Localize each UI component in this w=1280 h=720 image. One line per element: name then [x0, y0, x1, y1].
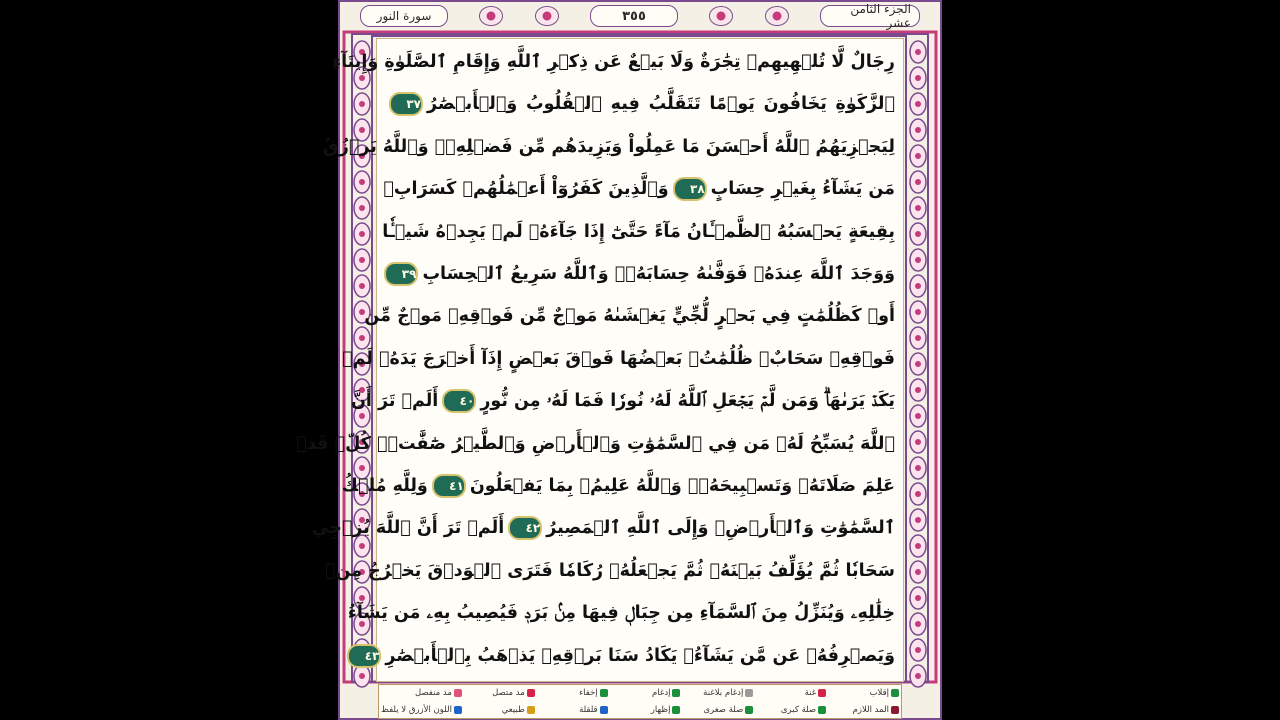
quran-line — [323, 128, 895, 166]
legend-swatch-icon — [454, 689, 462, 697]
border-ornament-dot-icon — [915, 309, 921, 315]
quran-line — [341, 467, 895, 505]
line-text: سَحَابٗا ثُمَّ يُؤَلِّفُ بَيۡنَهُۥ ثُمَّ يَجۡعَلُهُۥ رُكَامٗا فَتَرَى ٱلۡوَدۡقَ يَخۡرُجُ مِنۡ — [325, 560, 895, 581]
quran-line — [364, 637, 895, 675]
line-text: وَيَصۡرِفُهُۥ عَن مَّن يَشَآءُۖ يَكَادُ سَنَا بَرۡقِهِۦ يَذۡهَبُ بِٱلۡأَبۡصَٰرِ — [385, 645, 895, 666]
border-ornament-dot-icon — [359, 283, 365, 289]
border-ornament-dot-icon — [915, 75, 921, 81]
border-ornament-dot-icon — [915, 387, 921, 393]
legend-item — [682, 705, 755, 715]
legend-swatch-icon — [818, 689, 826, 697]
legend-swatch-icon — [672, 706, 680, 714]
border-ornament-dot-icon — [915, 361, 921, 367]
surah-label: سورة النور — [360, 5, 448, 27]
border-ornament-dot-icon — [915, 179, 921, 185]
line-text-continued: أَلَمۡ تَرَ أَنَّ ٱللَّهَ يُزۡجِي — [311, 518, 505, 539]
legend-label: صلة كبرى — [780, 704, 817, 715]
legend-item — [755, 688, 828, 698]
border-ornament-dot-icon — [915, 413, 921, 419]
legend-item — [755, 705, 828, 715]
line-text: أَوۡ كَظُلُمَٰتٍ فِي بَحۡرٍ لُّجِّيٍّ يَغۡشَىٰهُ مَوۡجٌ مِّن فَوۡقِهِۦ مَوۡجٌ مِّن — [364, 306, 895, 327]
legend-item — [610, 688, 683, 698]
verse-number-marker: ٣٩ — [384, 262, 418, 286]
border-ornament-dot-icon — [359, 205, 365, 211]
verse-number-marker: ٤٣ — [347, 644, 381, 668]
border-ornament-dot-icon — [915, 153, 921, 159]
verse-number-marker: ٣٧ — [389, 92, 423, 116]
header-ornament-icon — [709, 6, 733, 26]
legend-swatch-icon — [745, 706, 753, 714]
tajweed-legend — [378, 684, 902, 719]
legend-label: غنة — [804, 688, 817, 699]
border-ornament-dot-icon — [915, 335, 921, 341]
legend-swatch-icon — [600, 706, 608, 714]
legend-item — [610, 705, 683, 715]
quran-line — [342, 340, 895, 378]
border-ornament-dot-icon — [915, 517, 921, 523]
line-text-continued: وَٱلَّذِينَ كَفَرُوٓاْ أَعۡمَٰلُهُمۡ كَسَرَابِۭ — [383, 179, 669, 200]
page-number: ٣٥٥ — [590, 5, 678, 27]
header-ornament-icon — [765, 6, 789, 26]
legend-swatch-icon — [891, 706, 899, 714]
quran-line — [382, 213, 895, 251]
border-ornament-dot-icon — [915, 673, 921, 679]
quran-line — [385, 170, 895, 208]
verse-number-marker: ٤٠ — [442, 389, 476, 413]
line-text: ٱلسَّمَٰوَٰتِ وَٱلۡأَرۡضِۖ وَإِلَى ٱللَّهِ ٱلۡمَصِيرُ — [546, 518, 895, 539]
border-ornament-dot-icon — [915, 569, 921, 575]
border-ornament-dot-icon — [915, 257, 921, 263]
quran-line — [385, 85, 895, 123]
legend-label: مد منفصل — [414, 688, 452, 699]
line-text: لِيَجۡزِيَهُمُ ٱللَّهُ أَحۡسَنَ مَا عَمِلُواْ وَيَزِيدَهُم مِّن فَضۡلِهِۦۗ وَٱللَّهُ يَرۡزُقُ — [323, 136, 895, 157]
verse-number-marker: ٤٢ — [508, 516, 542, 540]
line-text: عَلِمَ صَلَاتَهُۥ وَتَسۡبِيحَهُۥۗ وَٱللَّهُ عَلِيمُۢ بِمَا يَفۡعَلُونَ — [469, 476, 895, 496]
juz-label: الجزء الثامن عشر — [820, 5, 920, 27]
header-ornament-icon — [479, 6, 503, 26]
legend-swatch-icon — [891, 689, 899, 697]
quran-line — [311, 509, 895, 547]
border-ornament-dot-icon — [915, 465, 921, 471]
border-ornament-dot-icon — [359, 257, 365, 263]
line-text: بِقِيعَةٍ يَحۡسَبُهُ ٱلظَّمۡـَٔانُ مَآءً حَتَّىٰٓ إِذَا جَآءَهُۥ لَمۡ يَجِدۡهُ شَيۡـٔٗا — [382, 221, 895, 242]
legend-item — [379, 688, 464, 698]
legend-label: صلة صغرى — [703, 704, 744, 715]
line-text: فَوۡقِهِۦ سَحَابٌۚ ظُلُمَٰتُۢ بَعۡضُهَا فَوۡقَ بَعۡضٍ إِذَآ أَخۡرَجَ يَدَهُۥ لَمۡ — [342, 348, 895, 369]
quran-text-area — [296, 38, 904, 682]
border-ornament-dot-icon — [915, 543, 921, 549]
legend-item — [464, 705, 537, 715]
line-text-continued: وَلِلَّهِ مُلۡكُ — [341, 476, 428, 496]
quran-line — [296, 425, 895, 463]
legend-item — [682, 688, 755, 698]
mushaf-page — [296, 0, 942, 720]
border-ornament-dot-icon — [915, 647, 921, 653]
border-ornament-dot-icon — [915, 439, 921, 445]
verse-number-marker: ٤١ — [432, 474, 466, 498]
legend-label: إظهار — [650, 704, 671, 715]
verse-number-marker: ٣٨ — [673, 177, 707, 201]
legend-label: قلقلة — [579, 704, 598, 715]
line-text-continued: أَلَمۡ تَرَ أَنَّ — [350, 391, 439, 412]
border-ornament-dot-icon — [915, 491, 921, 497]
line-text: رِجَالٌ لَّا تُلۡهِيهِمۡ تِجَٰرَةٌ وَلَا بَيۡعٌ عَن ذِكۡرِ ٱللَّهِ وَإِقَامِ ٱلصَّلَوٰةِ وَإِيتَآءِ — [332, 52, 895, 72]
border-ornament-dot-icon — [915, 101, 921, 107]
legend-swatch-icon — [818, 706, 826, 714]
border-ornament-dot-icon — [915, 127, 921, 133]
quran-line — [347, 594, 895, 632]
legend-label: مد متصل — [492, 688, 525, 699]
legend-label: إخفاء — [579, 688, 598, 699]
legend-swatch-icon — [672, 689, 680, 697]
line-text: يَكَدۡ يَرَىٰهَاۗ وَمَن لَّمۡ يَجۡعَلِ ٱللَّهُ لَهُۥ نُورٗا فَمَا لَهُۥ مِن نُّورٍ — [480, 391, 895, 412]
legend-label: إدغام بلاغنة — [703, 688, 744, 699]
border-ornament-dot-icon — [359, 179, 365, 185]
legend-label: طبيعي — [501, 704, 525, 715]
legend-swatch-icon — [454, 706, 462, 714]
line-text: خِلَٰلِهِۦ وَيُنَزِّلُ مِنَ ٱلسَّمَآءِ مِن جِبَالٖ فِيهَا مِنۢ بَرَدٖ فَيُصِيبُ بِهِۦ مَن يَشَآءُ — [347, 603, 895, 624]
legend-item — [537, 705, 610, 715]
legend-item — [464, 688, 537, 698]
line-text: وَوَجَدَ ٱللَّهَ عِندَهُۥ فَوَفَّىٰهُ حِسَابَهُۥۗ وَٱللَّهُ سَرِيعُ ٱلۡحِسَابِ — [422, 264, 895, 284]
line-text: ٱللَّهَ يُسَبِّحُ لَهُۥ مَن فِي ٱلسَّمَٰوَٰتِ وَٱلۡأَرۡضِ وَٱلطَّيۡرُ صَٰٓفَّٰتٖۖ كُلّٞ قَدۡ — [296, 433, 895, 454]
legend-label: إقلاب — [869, 688, 889, 699]
border-ornament-dot-icon — [915, 621, 921, 627]
quran-line — [364, 297, 895, 335]
line-text: مَن يَشَآءُ بِغَيۡرِ حِسَابٍ — [710, 179, 895, 200]
border-ornament-dot-icon — [915, 595, 921, 601]
border-ornament-dot-icon — [915, 231, 921, 237]
legend-swatch-icon — [527, 689, 535, 697]
border-ornament-dot-icon — [915, 49, 921, 55]
legend-item — [828, 688, 901, 698]
legend-label: المد اللازم — [852, 704, 889, 715]
legend-item — [828, 705, 901, 715]
legend-swatch-icon — [745, 689, 753, 697]
header-ornament-icon — [535, 6, 559, 26]
legend-label: إدغام — [652, 688, 671, 699]
legend-item — [537, 688, 610, 698]
legend-label: اللون الأزرق لا يلفظ — [381, 704, 452, 715]
line-text: ٱلزَّكَوٰةِ يَخَافُونَ يَوۡمًا تَتَقَلَّبُ فِيهِ ٱلۡقُلُوبُ وَٱلۡأَبۡصَٰرُ — [427, 94, 895, 115]
quran-line — [385, 255, 895, 293]
border-ornament-dot-icon — [359, 101, 365, 107]
legend-swatch-icon — [600, 689, 608, 697]
quran-line — [332, 43, 895, 81]
page-header — [360, 3, 920, 29]
legend-item — [379, 705, 464, 715]
legend-swatch-icon — [527, 706, 535, 714]
border-ornament-dot-icon — [359, 231, 365, 237]
border-ornament-dot-icon — [915, 283, 921, 289]
quran-line — [325, 552, 895, 590]
quran-line — [350, 382, 895, 420]
border-ornament-dot-icon — [915, 205, 921, 211]
